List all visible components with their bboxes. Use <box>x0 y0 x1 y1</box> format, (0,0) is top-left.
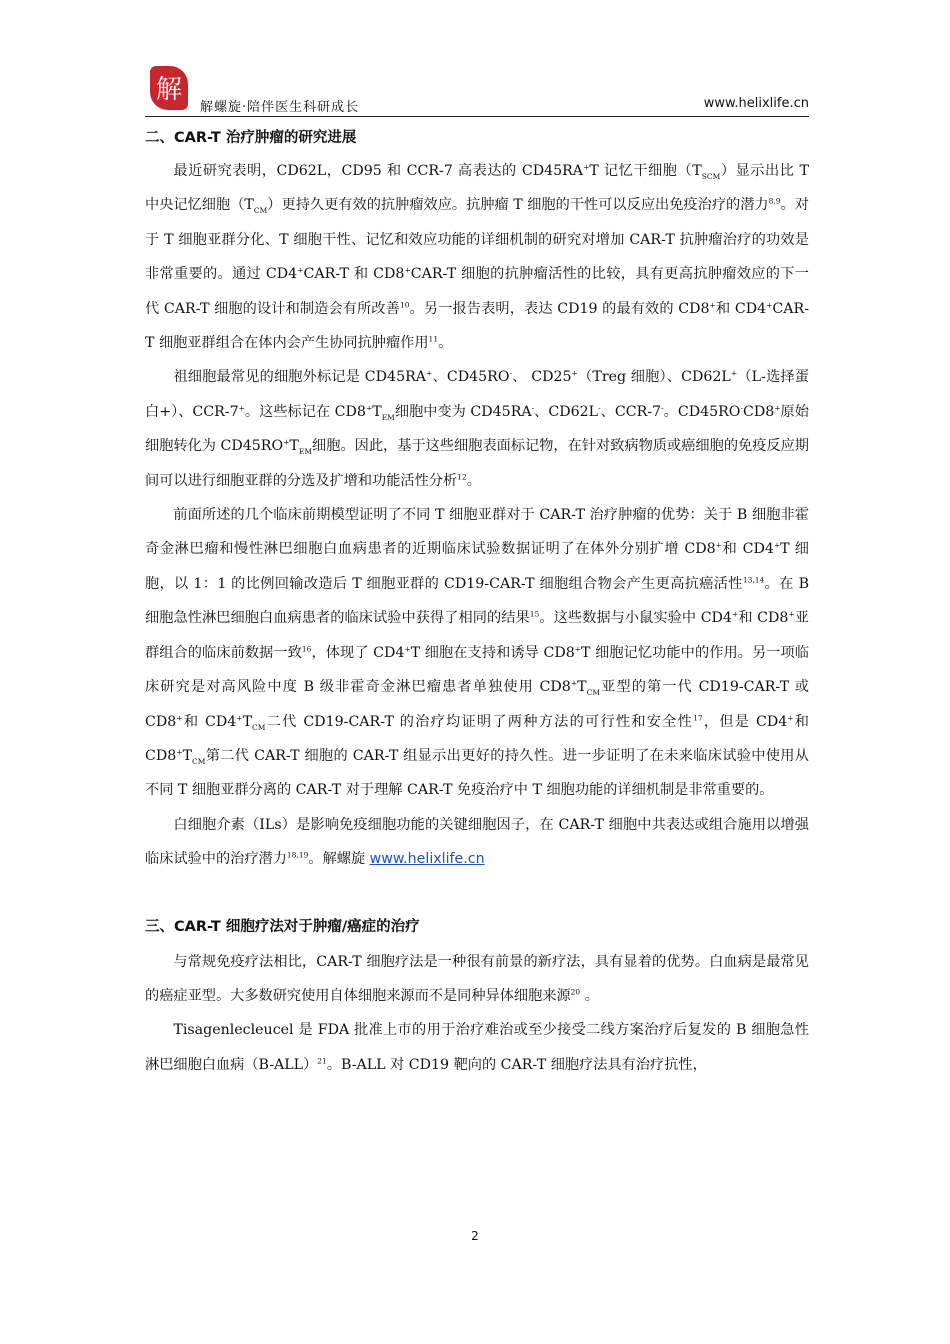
citation: 21 <box>317 1056 327 1066</box>
citation: 18,19 <box>286 850 309 860</box>
header-rule <box>145 116 809 117</box>
section-3-body <box>145 945 809 1083</box>
paragraph-interleukins: 白细胞介素（ILs）是影响免疫细胞功能的关键细胞因子，在 CAR-T 细胞中共表达或组合施用以增强临床试验中的治疗潜力$^{18,19}$。解螺旋 www.helixlife.cn <box>145 816 809 868</box>
helixlife-logo <box>150 66 188 110</box>
citation: 13,14 <box>742 575 765 585</box>
paragraph-preclinical-models: 前面所述的几个临床前期模型证明了不同 T 细胞亚群对于 CAR-T 治疗肿瘤的优势：关于 B 细胞非霍奇金淋巴瘤和慢性淋巴细胞白血病患者的近期临床试验数据证明了在体外分别扩增 CD8+和 CD4+T 细胞，以 1：1 的比例回输改造后 T 细胞亚群的 CD19-CAR-T 细胞组合物会产生更高抗癌活性$^{13,14}$。在 B 细胞急性淋巴细胞白血病患者的临床试验中获得了相同的结果$^{15}$。这些数据与小鼠实验中 CD4+和 CD8+亚群组合的临床前数据一致$^{16}$，体现了 CD4+T 细胞在支持和诱导 CD8+T 细胞记忆功能中的作用。另一项临床研究是对高风险中度 B 级非霍奇金淋巴瘤患者单独使用 $CD8^+T_{CM}$亚型的第一代 CD19-CAR-T 或 CD8+和 $CD4^+T_{CM}$二代 CD19-CAR-T 的治疗均证明了两种方法的可行性和安全性$^{17}$，但是 CD4+和 $CD8^+T_{CM}$第二代 CAR-T 细胞的 CAR-T 组显示出更好的持久性。进一步证明了在未来临床试验中使用从不同 T 细胞亚群分离的 CAR-T 对于理解 CAR-T 免疫治疗中 T 细胞功能的详细机制是非常重要的。 <box>145 507 809 799</box>
citation: 11 <box>428 334 439 344</box>
section-heading-3: 三、CAR-T 细胞疗法对于肿瘤/癌症的治疗 <box>145 918 420 935</box>
section-heading-2: 二、CAR-T 治疗肿瘤的研究进展 <box>145 130 357 146</box>
logo-char: 解 <box>155 75 183 105</box>
page-number: 2 <box>471 1229 479 1243</box>
citation: 16 <box>301 643 312 653</box>
paragraph-surface-markers: 祖细胞最常见的细胞外标记是 CD45RA+、CD45RO-、 CD25+（Treg 细胞）、CD62L+（L-选择蛋白+）、CCR-7+。这些标记在 $CD8^+T_{EM}$细胞中变为 CD45RA-、CD62L-、CCR-7-。CD45RO-CD8+原始细胞转化为 $CD45RO^+T_{EM}$细胞。因此，基于这些细胞表面标记物，在针对致病物质或癌细胞的免疫反应期间可以进行细胞亚群的分选及扩增和功能活性分析$^{12}$。 <box>145 368 809 489</box>
seal-icon <box>150 66 188 110</box>
citation: 12 <box>457 471 467 481</box>
content-body <box>145 126 809 1082</box>
citation: 15 <box>529 609 540 619</box>
citation: 10 <box>399 299 410 309</box>
citation: 8,9 <box>768 196 781 206</box>
helixlife-link[interactable]: www.helixlife.cn <box>369 851 485 868</box>
paragraph-tisagenlecleucel: Tisagenlecleucel 是 FDA 批准上市的用于治疗难治或至少接受二线方案治疗后复发的 B 细胞急性淋巴细胞白血病$(B-ALL)^{21}$。B-ALL 对 CD19 靶向的 CAR-T 细胞疗法具有治疗抗性， <box>145 1022 809 1073</box>
header-brand: 解螺旋·陪伴医生科研成长 <box>200 100 360 115</box>
citation: 17 <box>693 712 703 722</box>
section-2-body <box>145 154 809 877</box>
citation: 20 <box>570 987 581 997</box>
paragraph-memory-stem-cells: 最近研究表明，CD62L，CD95 和 CCR-7 高表达的 CD45RA+T 记忆干细胞$(T_{SCM})$显示出比 T 中央记忆细胞$(T_{CM})$更持久更有效的抗肿瘤效应。抗肿瘤 T 细胞的干性可以反应出免疫治疗的潜力$^{8,9}$。对于 T 细胞亚群分化、T 细胞干性、记忆和效应功能的详细机制的研究对增加 CAR-T 抗肿瘤治疗的功效是非常重要的。通过 CD4+CAR-T 和 CD8+CAR-T 细胞的抗肿瘤活性的比较，具有更高抗肿瘤效应的下一代 CAR-T 细胞的设计和制造会有所改善$^{10}$。另一报告表明，表达 CD19 的最有效的 CD8+和 CD4+CAR-T 细胞亚群组合在体内会产生协同抗肿瘤作用$^{11}$。 <box>145 162 810 352</box>
header-site-url[interactable]: www.helixlife.cn <box>703 96 809 111</box>
paragraph-car-t-advantages: 与常规免疫疗法相比，CAR-T 细胞疗法是一种很有前景的新疗法，具有显着的优势。白血病是最常见的癌症亚型。大多数研究使用自体细胞来源而不是同种异体细胞来源$^{20}$ 。 <box>145 953 809 1004</box>
